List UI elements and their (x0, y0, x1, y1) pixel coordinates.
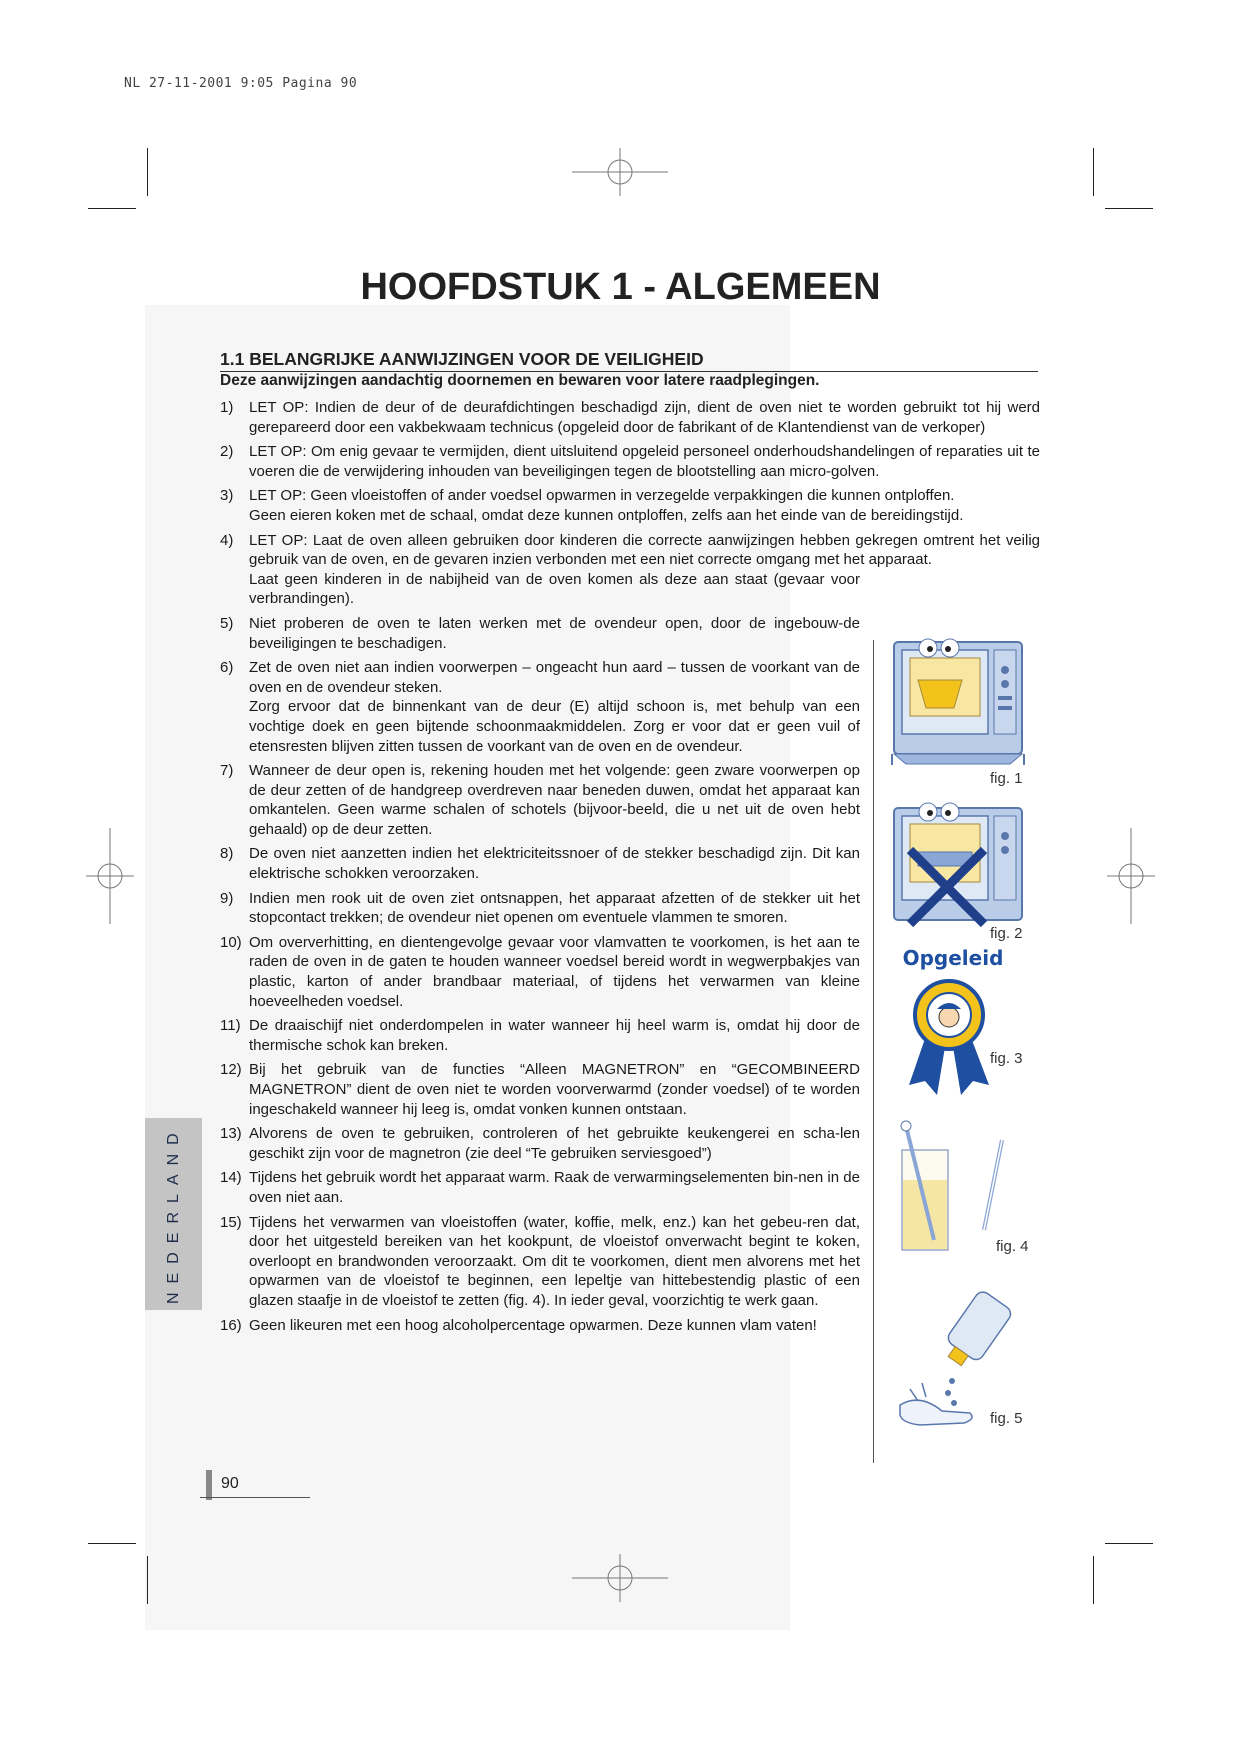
registration-mark-top (570, 146, 670, 198)
registration-mark-left (84, 826, 136, 926)
list-item: 10) Om oververhitting, en dientengevolge gevaar voor vlamvatten te voorkomen, is het aan te raden de oven in de gaten te houden wanneer voedsel bereid wordt in wegwerpbakjes van plastic, karton of ander brandbaar materiaal, of tijdens het verwarmen van kleine hoeveelheden voedsel. (220, 933, 860, 1010)
list-item: 1) LET OP: Indien de deur of de deurafdichtingen beschadigd zijn, dient de oven niet te worden gebruikt tot hij werd gerepareerd door een vakbekwaam technicus (opgeleid door de fabrikant of de Klantendienst van de verkoper) (220, 399, 1040, 436)
list-item: 5) Niet proberen de oven te laten werken met de ovendeur open, door de ingebouw-de beveiligingen te beschadigen. (220, 614, 860, 652)
figure-caption: fig. 5 (990, 1410, 1023, 1427)
figure-caption: fig. 1 (990, 770, 1023, 787)
figure-caption: fig. 2 (990, 925, 1023, 942)
page-number-marker (206, 1470, 212, 1500)
list-item: 16) Geen likeuren met een hoog alcoholpercentage opwarmen. Deze kunnen vlam vaten! (220, 1316, 817, 1334)
list-item: 8) De oven niet aanzetten indien het elektriciteitssnoer of de stekker beschadigd zijn. Dit kan elektrische schokken veroorzaken. (220, 845, 860, 883)
list-item: 13) Alvorens de oven te gebruiken, controleren of het gebruikte keukengerei en scha-len geschikt zijn voor de magnetron (zie deel “Te gebruiken serviesgoed”) (220, 1125, 860, 1162)
section-subheading: Deze aanwijzingen aandachtig doornemen en bewaren voor latere raadplegingen. (220, 372, 820, 389)
list-item: 2) LET OP: Om enig gevaar te vermijden, dient uitsluitend opgeleid personeel onderhoudshandelingen of reparaties uit te voeren die de verwijdering inhouden van beveiligingen tegen de blootstelling aan micro-golven. (220, 443, 1040, 480)
figure-column-divider (873, 640, 874, 1463)
list-item: 4) LET OP: Laat de oven alleen gebruiken door kinderen die correcte aanwijzingen hebben gekregen omtrent het veilig gebruik van de oven, en de gevaren inzien verbonden met een niet correcte omgang met het apparaat. Laat geen kinderen in de nabijheid van de oven komen als deze aan staat (gevaar voor verbrandingen). (220, 531, 1040, 608)
list-item: 12) Bij het gebruik van de functies “Alleen MAGNETRON” en “GECOMBINEERD MAGNETRON” dient de oven niet te worden voorverwarmd (zonder voedsel) of te worden ingeschakeld wanneer hij leeg is, omdat vonken kunnen ontstaan. (220, 1061, 860, 1118)
trained-badge-figure (885, 935, 1015, 1105)
badge-label: Opgeleid (902, 946, 1004, 970)
crop-mark (88, 208, 136, 209)
microwave-figure-1 (888, 620, 1028, 765)
section-heading: 1.1 BELANGRIJKE AANWIJZINGEN VOOR DE VEILIGHEID (220, 349, 1038, 372)
chapter-title: HOOFDSTUK 1 - ALGEMEEN (360, 266, 881, 308)
crop-mark (88, 1543, 136, 1544)
list-item: 7) Wanneer de deur open is, rekening houden met het volgende: geen zware voorwerpen op de deur zetten of de handgreep overdreven naar beneden duwen, omdat het apparaat kan omkantelen. Geen warme schalen of schotels (bijvoor-beeld, die u net uit de oven hebt gehaald) op de deur zetten. (220, 762, 860, 838)
microwave-figure-2 (888, 790, 1028, 930)
list-item: 14) Tijdens het gebruik wordt het apparaat warm. Raak de verwarmingselementen bin-nen in de oven niet aan. (220, 1169, 860, 1206)
registration-mark-right (1105, 826, 1157, 926)
page-number-rule (200, 1497, 310, 1498)
print-slug: NL 27-11-2001 9:05 Pagina 90 (124, 76, 358, 91)
crop-mark (147, 148, 148, 196)
figure-caption: fig. 3 (990, 1050, 1023, 1067)
language-tab-label: NEDERLAND (165, 1124, 182, 1304)
list-item: 15) Tijdens het verwarmen van vloeistoffen (water, koffie, melk, enz.) kan het gebeu-ren dat, door het uitgesteld bereiken van het kookpunt, de vloeistof onverwacht begint te koken, overloopt en brandwonden veroorzaakt. Om dit te voorkomen, dient men alvorens met het opwarmen van de vloeistof te beginnen, een lepeltje van hittebestendig plastic of een glazen staafje in de vloeistof te zetten (fig. 4). In ieder geval, voorzichtig te werk gaan. (220, 1213, 860, 1309)
list-item: 9) Indien men rook uit de oven ziet ontsnappen, het apparaat afzetten of de stekker uit het stopcontact trekken; de ovendeur niet openen om eventuele vlammen te smoren. (220, 889, 860, 927)
crop-mark (1093, 148, 1094, 196)
figure-caption: fig. 4 (996, 1238, 1029, 1255)
crop-mark (147, 1556, 148, 1604)
page-number: 90 (221, 1475, 239, 1492)
crop-mark (1105, 208, 1153, 209)
registration-mark-bottom (570, 1552, 670, 1604)
crop-mark (1105, 1543, 1153, 1544)
list-item: 3) LET OP: Geen vloeistoffen of ander voedsel opwarmen in verzegelde verpakkingen die kunnen ontploffen. Geen eieren koken met de schaal, omdat deze kunnen ontploffen, zelfs aan het einde van de bereidingstijd. (220, 487, 964, 524)
crop-mark (1093, 1556, 1094, 1604)
list-item: 6) Zet de oven niet aan indien voorwerpen – ongeacht hun aard – tussen de voorkant van de oven en de ovendeur steken. Zorg ervoor dat de binnenkant van de deur (E) altijd schoon is, met behulp van een vochtige doek en geen bijtende schoonmaakmiddelen. Zorg er voor dat er geen vuil of etensresten blijven zitten tussen de voorkant van de oven en de ovendeur. (220, 659, 860, 755)
list-item: 11) De draaischijf niet onderdompelen in water wanneer hij heel warm is, omdat hij door de thermische schok kan breken. (220, 1017, 860, 1054)
